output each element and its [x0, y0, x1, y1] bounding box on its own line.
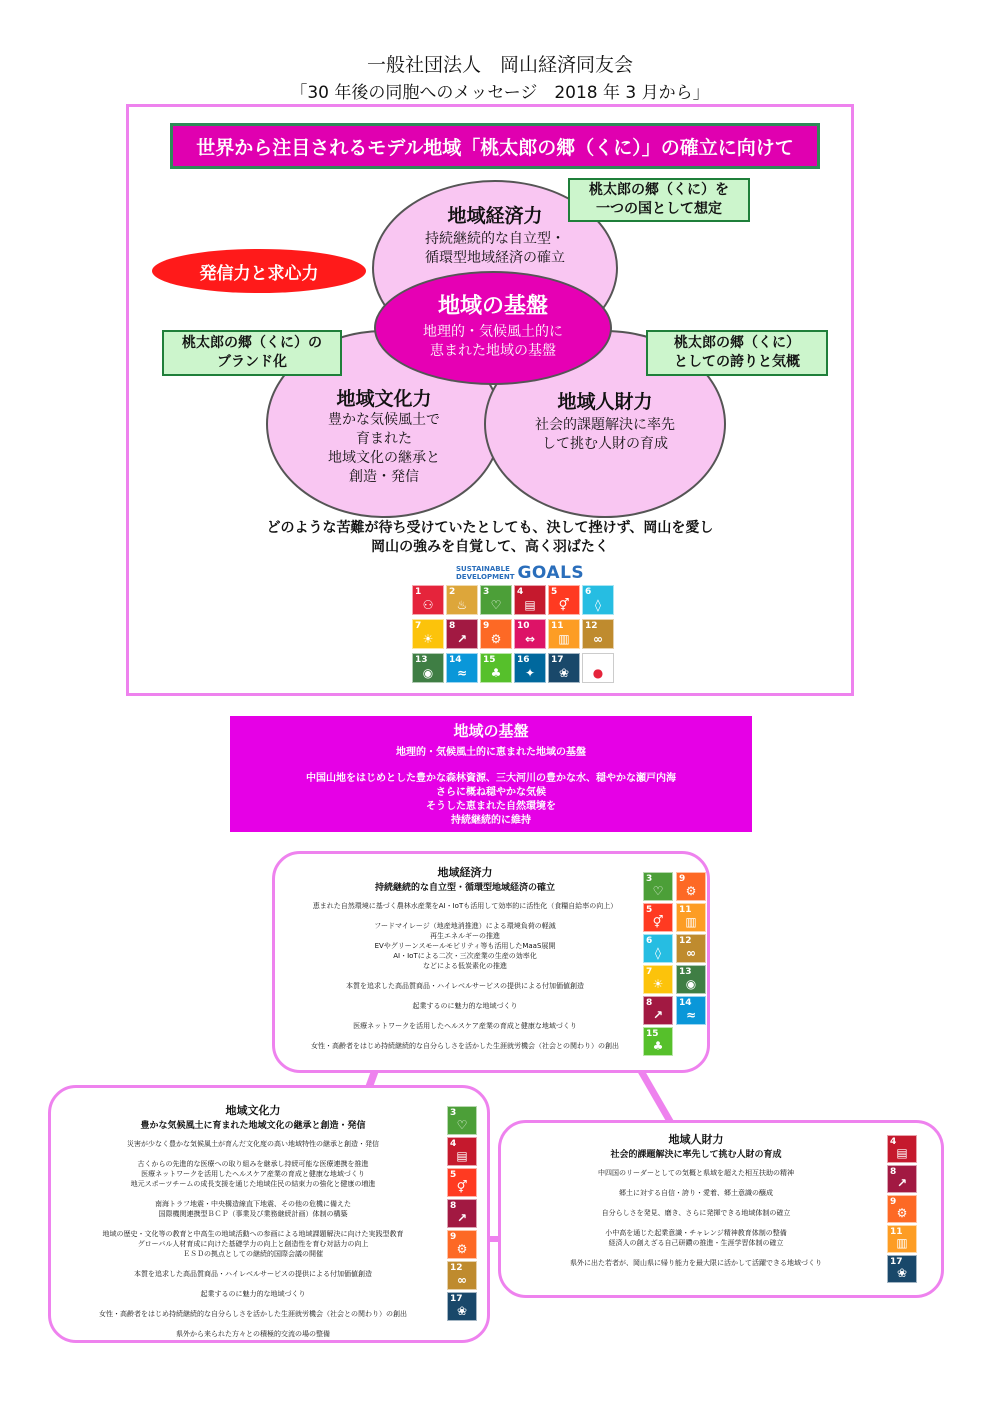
callout-brand	[162, 330, 342, 376]
sdg-goal-9-icon	[447, 1230, 477, 1259]
sdg-goal-number: 6	[646, 936, 653, 946]
sdg-goal-symbol: ▤	[896, 1146, 908, 1160]
detail-line	[511, 1178, 881, 1188]
sdg-goal-symbol: ▥	[558, 632, 570, 646]
detail-line	[285, 911, 645, 921]
sdg-goal-11-icon	[548, 619, 580, 649]
sdg-goal-9-icon	[676, 872, 706, 901]
detail-line	[285, 1011, 645, 1021]
foundation-box-subtitle: 地理的・気候風土的に恵まれた地域の基盤	[396, 747, 586, 758]
culture-detail-lines	[59, 1139, 447, 1339]
culture-detail-title: 地域文化力	[225, 1104, 281, 1117]
sdg-goal-3-icon	[643, 872, 673, 901]
sdg-goal-5-icon	[643, 903, 673, 932]
sdg-goal-number: 11	[551, 621, 564, 631]
sdg-goal-12-icon	[676, 934, 706, 963]
detail-line	[59, 1279, 447, 1289]
culture-line: 創造・発信	[349, 469, 419, 485]
detail-line: 県外に出た若者が、岡山県に帰り能力を最大限に活かして活躍できる地域づくり	[570, 1259, 822, 1267]
sdg-goal-number: 8	[646, 998, 653, 1008]
sdg-goal-symbol: ⚙	[896, 1206, 908, 1220]
culture-title: 地域文化力	[336, 388, 432, 410]
sdg-goal-number: 3	[646, 874, 653, 884]
people-sdg-tiles	[887, 1135, 921, 1285]
people-detail-subtitle: 社会的課題解決に率先して挑む人財の育成	[610, 1150, 782, 1160]
foundation-line: 恵まれた地域の基盤	[430, 343, 556, 359]
sdgs-logo-line: SUSTAINABLE	[456, 565, 510, 573]
sdg-goal-symbol: ♨	[456, 598, 468, 612]
detail-line	[285, 991, 645, 1001]
detail-line	[511, 1198, 881, 1208]
foundation-text	[374, 289, 612, 361]
motto-line: どのような苦難が待ち受けていたとしても、決して挫けず、岡山を愛し	[266, 520, 714, 536]
sdg-goal-11-icon	[887, 1225, 917, 1253]
sdg-goal-7-icon	[412, 619, 444, 649]
sdg-goal-number: 12	[585, 621, 598, 631]
sdg-goal-8-icon	[643, 996, 673, 1025]
sdg-goal-number: 8	[449, 621, 456, 631]
economy-sdg-tiles	[643, 872, 707, 1062]
sdg-goal-8-icon	[447, 1199, 477, 1228]
detail-line: 古くからの先進的な医療への取り組みを継承し持続可能な医療連携を推進	[137, 1160, 369, 1168]
detail-line: 南海トラフ地震・中央構造線直下地震、その他の危機に備えた	[155, 1200, 351, 1208]
sdg-goal-symbol: ⚙	[456, 1242, 468, 1256]
sdg-goal-number: 7	[415, 621, 422, 631]
sdg-goal-5-icon	[548, 585, 580, 615]
sdg-goal-number: 5	[646, 905, 653, 915]
detail-line	[511, 1248, 881, 1258]
sdg-goal-18-icon	[582, 653, 614, 683]
sdg-goal-number: 15	[646, 1029, 659, 1039]
sdg-goal-number: 15	[483, 655, 496, 665]
sdg-goal-15-icon	[643, 1027, 673, 1056]
callout-line: としての誇りと気概	[674, 354, 800, 370]
detail-line	[511, 1218, 881, 1228]
detail-line: フードマイレージ（地産地消推進）による環境負荷の軽減	[374, 922, 556, 930]
sdgs-logo-line: DEVELOPMENT	[456, 573, 515, 581]
detail-line	[59, 1189, 447, 1199]
callout-line: 桃太郎の郷（くに）の	[182, 335, 322, 351]
sdg-goal-number: 17	[551, 655, 564, 665]
economy-detail-subtitle: 持続継続的な自立型・循環型地域経済の確立	[374, 883, 555, 893]
people-line: して挑む人財の育成	[542, 436, 668, 452]
sdg-goal-number: 6	[585, 587, 592, 597]
sdg-goal-symbol: ≈	[456, 666, 468, 680]
sdg-goal-symbol: ↗	[652, 1008, 664, 1022]
sdg-goal-symbol: ❀	[896, 1266, 908, 1280]
sdg-goal-number: 12	[450, 1263, 463, 1273]
detail-line: 本質を追求した高品質商品・ハイレベルサービスの提供による付加価値創造	[134, 1270, 372, 1278]
sdgs-logo-goals: GOALS	[517, 563, 585, 583]
sdg-goal-12-icon	[582, 619, 614, 649]
culture-line: 豊かな気候風土で	[328, 412, 440, 428]
sdg-goal-9-icon	[887, 1195, 917, 1223]
culture-detail-box	[48, 1085, 490, 1343]
sdg-goal-symbol: ▥	[685, 915, 697, 929]
detail-line: 地元スポーツチームの成長支援を通じた地域住民の結束力の強化と健康の増進	[130, 1180, 376, 1188]
detail-line: 起業するのに魅力的な地域づくり	[412, 1002, 518, 1010]
people-detail-title: 地域人財力	[668, 1133, 724, 1146]
culture-line: 育まれた	[356, 431, 412, 447]
sdg-goal-symbol: ☀	[652, 977, 664, 991]
detail-line: 恵まれた自然環境に基づく農林水産業をAI・IoTも活用して効率的に活性化（食糧自給率の向上）	[312, 902, 618, 910]
sdg-goal-number: 9	[483, 621, 490, 631]
sdg-goal-14-icon	[676, 996, 706, 1025]
sdg-goal-symbol: ◉	[685, 977, 697, 991]
sdg-goal-9-icon	[480, 619, 512, 649]
sdg-goal-symbol: ⚥	[456, 1180, 468, 1194]
foundation-box-line: さらに概ね穏やかな気候	[436, 787, 546, 798]
sdgs-grid	[412, 585, 616, 685]
sdg-goal-number: 4	[450, 1139, 457, 1149]
sdg-goal-symbol: ◊	[655, 946, 661, 960]
detail-line: 災害が少なく豊かな気候風土が育んだ文化度の高い地域特性の継承と創造・発信	[127, 1140, 379, 1148]
sdg-goal-7-icon	[643, 965, 673, 994]
foundation-box-line: そうした恵まれた自然環境を	[426, 801, 556, 812]
foundation-box-line: 中国山地をはじめとした豊かな森林資源、三大河川の豊かな水、穏やかな瀬戸内海	[306, 773, 676, 784]
sdg-goal-symbol: ❀	[456, 1304, 468, 1318]
people-line: 社会的課題解決に率先	[535, 417, 675, 433]
sdg-goal-3-icon	[480, 585, 512, 615]
sdg-goal-number: 2	[449, 587, 456, 597]
detail-line: 県外から来られた方々との積極的交流の場の整備	[176, 1330, 330, 1338]
sdg-goal-5-icon	[447, 1168, 477, 1197]
sdg-goal-symbol: ▤	[524, 598, 536, 612]
detail-line: 経済人の創えざる自己研鑽の推進・生涯学習体制の確立	[608, 1239, 784, 1247]
sdg-goal-17-icon	[548, 653, 580, 683]
sdg-goal-number: 16	[517, 655, 530, 665]
foundation-line: 地理的・気候風土的に	[423, 324, 563, 340]
detail-line	[59, 1299, 447, 1309]
sdg-goal-number: 12	[679, 936, 692, 946]
sdg-goal-13-icon	[412, 653, 444, 683]
detail-line: 地域の歴史・文化等の教育と中高生の地域活動への参画による地域課題解決に向けた実践型教育	[102, 1230, 404, 1238]
sdg-goal-symbol: ⚥	[558, 598, 570, 612]
sdg-goal-13-icon	[676, 965, 706, 994]
sdg-goal-symbol: ▥	[896, 1236, 908, 1250]
sdg-goal-symbol: ↗	[456, 1211, 468, 1225]
sdg-goal-number: 9	[890, 1197, 897, 1207]
economy-title: 地域経済力	[447, 205, 543, 227]
people-detail-lines	[511, 1168, 881, 1268]
detail-line: 小中高を通じた起業意識・チャレンジ精神教育体制の整備	[605, 1229, 787, 1237]
people-title: 地域人財力	[557, 391, 653, 413]
sdg-goal-4-icon	[887, 1135, 917, 1163]
sdg-goal-symbol: ↗	[896, 1176, 908, 1190]
sdg-goal-symbol: ♣	[652, 1039, 664, 1053]
sdg-goal-symbol: ◉	[422, 666, 434, 680]
sdg-goal-number: 3	[483, 587, 490, 597]
detail-line	[285, 1031, 645, 1041]
sdg-goal-number: 5	[551, 587, 558, 597]
economy-line: 循環型地域経済の確立	[425, 250, 565, 266]
sdg-goal-symbol: ⚙	[490, 632, 502, 646]
sdg-goal-17-icon	[447, 1292, 477, 1321]
economy-detail-lines	[285, 901, 645, 1051]
sdg-goal-symbol: ▤	[456, 1149, 468, 1163]
culture-detail-subtitle: 豊かな気候風土に育まれた地域文化の継承と創造・発信	[140, 1121, 366, 1131]
connector-line	[638, 1072, 675, 1122]
sdg-goal-symbol: ⚥	[652, 915, 664, 929]
sdg-goal-15-icon	[480, 653, 512, 683]
detail-line	[285, 971, 645, 981]
sdg-goal-number: 11	[890, 1227, 903, 1237]
detail-line: 女性・高齢者をはじめ持続継続的な自分らしさを活かした生涯就労機会（社会との関わり）の創出	[99, 1310, 407, 1318]
sdg-goal-number: 1	[415, 587, 422, 597]
sdg-goal-2-icon	[446, 585, 478, 615]
sdg-goal-4-icon	[447, 1137, 477, 1166]
people-detail-box	[498, 1120, 944, 1298]
detail-line	[59, 1219, 447, 1229]
sdg-goal-symbol: ⚙	[685, 884, 697, 898]
sdg-goal-number: 7	[646, 967, 653, 977]
sdg-goal-6-icon	[582, 585, 614, 615]
culture-sdg-tiles	[447, 1106, 481, 1332]
people-text	[484, 387, 726, 454]
sdg-goal-10-icon	[514, 619, 546, 649]
sdg-goal-3-icon	[447, 1106, 477, 1135]
detail-line: AI・IoTによる二次・三次産業の生産の効率化	[393, 952, 537, 960]
sdg-goal-symbol: ⚇	[422, 598, 434, 612]
foundation-box-line: 持続継続的に維持	[451, 815, 531, 826]
callout-line: 一つの国として想定	[596, 201, 722, 217]
foundation-title: 地域の基盤	[437, 294, 548, 319]
document-subtitle: 「30 年後の同胞へのメッセージ 2018 年 3 月から」	[290, 83, 710, 103]
detail-line: 起業するのに魅力的な地域づくり	[200, 1290, 306, 1298]
sdg-goal-number: 4	[890, 1137, 897, 1147]
sdg-goal-symbol: ❀	[558, 666, 570, 680]
sdg-goal-symbol: ♣	[490, 666, 502, 680]
sdg-goal-number: 8	[890, 1167, 897, 1177]
sdg-goal-number: 4	[517, 587, 524, 597]
sdg-goal-symbol: ✦	[524, 666, 536, 680]
sdg-goal-number: 13	[679, 967, 692, 977]
sdg-goal-12-icon	[447, 1261, 477, 1290]
sdg-goal-symbol: ♡	[652, 884, 664, 898]
detail-line: 郷土に対する自信・誇り・愛着、郷土意識の醸成	[619, 1189, 773, 1197]
sdg-goal-symbol: ↗	[456, 632, 468, 646]
sdg-goal-number: 11	[679, 905, 692, 915]
sdg-goal-8-icon	[446, 619, 478, 649]
detail-line: 自分らしさを発見、磨き、さらに発揮できる地域体制の確立	[601, 1209, 791, 1217]
sdg-goal-17-icon	[887, 1255, 917, 1283]
sdg-goal-number: 10	[517, 621, 530, 631]
sdg-goal-number: 9	[679, 874, 686, 884]
detail-line	[59, 1319, 447, 1329]
sdg-goal-1-icon	[412, 585, 444, 615]
foundation-box	[230, 716, 752, 832]
sdg-goal-14-icon	[446, 653, 478, 683]
sdg-goal-symbol: ●	[592, 666, 604, 680]
sdg-goal-8-icon	[887, 1165, 917, 1193]
detail-line: 医療ネットワークを活用したヘルスケア産業の育成と健康な地域づくり	[141, 1170, 365, 1178]
sdg-goal-11-icon	[676, 903, 706, 932]
detail-line: EVやグリーンスモールモビリティ等も活用したMaaS展開	[374, 942, 556, 950]
sdg-goal-number: 14	[679, 998, 692, 1008]
sdg-goal-symbol: ⇔	[524, 632, 536, 646]
detail-line: 再生エネルギーの推進	[430, 932, 500, 940]
sdg-goal-6-icon	[643, 934, 673, 963]
sdg-goal-symbol: ♡	[490, 598, 502, 612]
callout-line: ブランド化	[217, 354, 287, 370]
motto	[230, 519, 750, 557]
economy-detail-box	[272, 851, 710, 1073]
sdg-goal-symbol: ≈	[685, 1008, 697, 1022]
sdg-goal-number: 17	[890, 1257, 903, 1267]
sdg-goal-number: 5	[450, 1170, 457, 1180]
sdg-goal-symbol: ∞	[457, 1273, 467, 1287]
culture-text	[266, 384, 502, 487]
sdg-goal-symbol: ◊	[595, 598, 601, 612]
callout-power: 発信力と求心力	[152, 249, 366, 293]
organization-name: 一般社団法人 岡山経済同友会	[366, 54, 633, 76]
economy-detail-title: 地域経済力	[437, 866, 493, 879]
detail-line: グローバル人材育成に向けた基礎学力の向上と創造性を育む対話力の向上	[137, 1240, 369, 1248]
callout-line: 桃太郎の郷（くに）を	[589, 182, 729, 198]
sdg-goal-number: 3	[450, 1108, 457, 1118]
detail-line: 本質を追求した高品質商品・ハイレベルサービスの提供による付加価値創造	[346, 982, 584, 990]
detail-line: 女性・高齢者をはじめ持続継続的な自分らしさを活かした生涯就労機会（社会との関わり）の創出	[311, 1042, 619, 1050]
sdg-goal-16-icon	[514, 653, 546, 683]
detail-line	[59, 1259, 447, 1269]
sdg-goal-number: 17	[450, 1294, 463, 1304]
detail-line: ＥＳＤの拠点としての継続的国際会議の開催	[183, 1250, 323, 1258]
sdg-goal-number: 8	[450, 1201, 457, 1211]
sdg-goal-symbol: ♡	[456, 1118, 468, 1132]
sdg-goal-number: 13	[415, 655, 428, 665]
detail-line: 医療ネットワークを活用したヘルスケア産業の育成と健康な地域づくり	[353, 1022, 577, 1030]
callout-line: 桃太郎の郷（くに）	[674, 335, 800, 351]
foundation-box-title: 地域の基盤	[453, 722, 529, 740]
detail-line	[59, 1149, 447, 1159]
callout-one-nation	[568, 178, 750, 222]
sdg-goal-symbol: ☀	[422, 632, 434, 646]
vision-banner: 世界から注目されるモデル地域「桃太郎の郷（くに）」の確立に向けて	[170, 123, 820, 169]
callout-pride	[646, 330, 828, 376]
motto-line: 岡山の強みを自覚して、高く羽ばたく	[371, 539, 609, 555]
sdg-goal-number: 9	[450, 1232, 457, 1242]
sdg-goal-symbol: ∞	[686, 946, 696, 960]
detail-line: などによる低炭素化の推進	[423, 962, 507, 970]
sdg-goal-number: 14	[449, 655, 462, 665]
sdg-goal-4-icon	[514, 585, 546, 615]
economy-line: 持続継続的な自立型・	[425, 231, 565, 247]
detail-line: 国際機関連携型ＢＣＰ（事業及び業務継続計画）体制の構築	[158, 1210, 348, 1218]
sdg-goal-symbol: ∞	[593, 632, 603, 646]
culture-line: 地域文化の継承と	[328, 450, 440, 466]
sdgs-logo	[456, 563, 606, 583]
detail-line: 中四国のリーダーとしての気概と県域を超えた相互扶助の精神	[598, 1169, 794, 1177]
